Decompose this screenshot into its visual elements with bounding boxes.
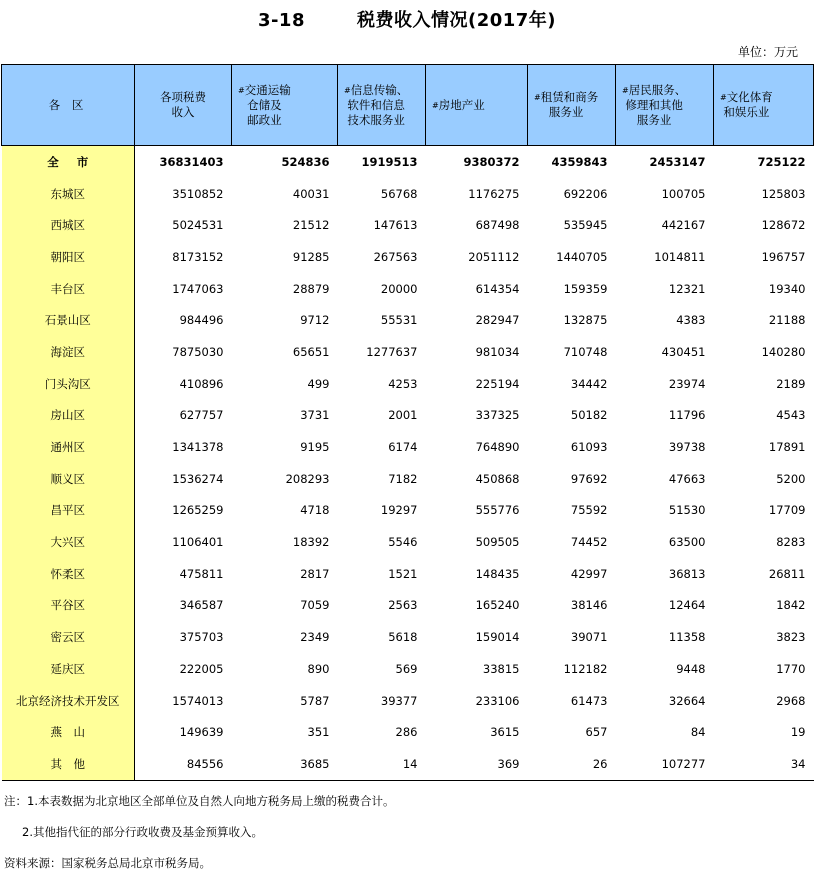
- value-cell: 7059: [300, 598, 330, 613]
- value-cell: 9380372: [463, 154, 520, 169]
- value-cell: 128672: [761, 218, 806, 233]
- category-header: #信息传输、 软件和信息 技术服务业: [338, 65, 426, 146]
- value-cell: 61093: [570, 440, 608, 455]
- value-cell: 764890: [475, 440, 520, 455]
- table-row: [2, 336, 814, 368]
- value-cell: 282947: [475, 313, 520, 328]
- table-row: [2, 463, 814, 495]
- region-name: 密云区: [2, 621, 135, 653]
- footnote-mark: #: [344, 85, 351, 95]
- value-cell: 208293: [285, 471, 330, 486]
- value-cell: 11358: [668, 630, 706, 645]
- value-cell: 4383: [676, 313, 706, 328]
- value-cell: 4543: [776, 408, 806, 423]
- value-cell: 890: [307, 661, 330, 676]
- value-cell: 9195: [300, 440, 330, 455]
- value-cell: 11796: [668, 408, 706, 423]
- value-cell: 107277: [616, 748, 714, 780]
- region-name: 门头沟区: [2, 368, 135, 400]
- value-cell: 4253: [388, 376, 418, 391]
- value-cell: 369: [426, 748, 528, 780]
- value-cell: 26: [528, 748, 616, 780]
- table-row: [2, 241, 814, 273]
- value-cell: 1770: [776, 661, 806, 676]
- summary-row: [2, 146, 814, 178]
- value-cell: 1265259: [172, 503, 224, 518]
- category-header: #租赁和商务 服务业: [528, 65, 616, 146]
- value-cell: 3615: [490, 725, 520, 740]
- value-cell: 42997: [570, 566, 608, 581]
- value-cell: 39071: [570, 630, 608, 645]
- value-cell: 2051112: [468, 249, 520, 264]
- value-cell: 1574013: [172, 693, 224, 708]
- value-cell: 148435: [475, 566, 520, 581]
- region-header: 各 区: [2, 65, 135, 146]
- value-cell: 21512: [292, 218, 330, 233]
- value-cell: 63500: [668, 535, 706, 550]
- value-cell: 337325: [475, 408, 520, 423]
- value-cell: 26811: [768, 566, 806, 581]
- value-cell: 74452: [570, 535, 608, 550]
- value-cell: 8283: [776, 535, 806, 550]
- value-cell: 39738: [668, 440, 706, 455]
- table-number: 3-18: [257, 10, 305, 31]
- value-cell: 34: [714, 748, 814, 780]
- value-cell: 499: [307, 376, 330, 391]
- value-cell: 14: [338, 748, 426, 780]
- value-cell: 97692: [570, 471, 608, 486]
- value-cell: 2817: [300, 566, 330, 581]
- value-cell: 75592: [570, 503, 608, 518]
- value-cell: 267563: [373, 249, 418, 264]
- value-cell: 442167: [661, 218, 706, 233]
- value-cell: 47663: [668, 471, 706, 486]
- value-cell: 12321: [668, 281, 706, 296]
- table-row: [2, 748, 814, 780]
- value-cell: 614354: [475, 281, 520, 296]
- value-cell: 410896: [179, 376, 224, 391]
- value-cell: 4718: [300, 503, 330, 518]
- value-cell: 555776: [475, 503, 520, 518]
- value-cell: 657: [585, 725, 608, 740]
- value-cell: 2968: [776, 693, 806, 708]
- table-row: [2, 368, 814, 400]
- region-name: 大兴区: [2, 526, 135, 558]
- value-cell: 1521: [388, 566, 418, 581]
- table-row: [2, 273, 814, 305]
- region-name: 延庆区: [2, 653, 135, 685]
- table-row: [2, 621, 814, 653]
- value-cell: 6174: [388, 440, 418, 455]
- table-row: [2, 400, 814, 432]
- value-cell: 2453147: [649, 154, 706, 169]
- region-name: 西城区: [2, 209, 135, 241]
- region-name: 昌平区: [2, 495, 135, 527]
- value-cell: 23974: [668, 376, 706, 391]
- value-cell: 2563: [388, 598, 418, 613]
- region-name: 顺义区: [2, 463, 135, 495]
- value-cell: 91285: [292, 249, 330, 264]
- value-cell: 20000: [380, 281, 418, 296]
- value-cell: 147613: [373, 218, 418, 233]
- value-cell: 346587: [179, 598, 224, 613]
- category-header: #居民服务、 修理和其他 服务业: [616, 65, 714, 146]
- region-name: 其 他: [2, 748, 135, 780]
- value-cell: 1106401: [172, 535, 224, 550]
- value-cell: 222005: [179, 661, 224, 676]
- value-cell: 125803: [761, 186, 806, 201]
- region-name: 海淀区: [2, 336, 135, 368]
- value-cell: 3685: [232, 748, 338, 780]
- table-row: [2, 304, 814, 336]
- value-cell: 50182: [570, 408, 608, 423]
- value-cell: 627757: [179, 408, 224, 423]
- value-cell: 17891: [768, 440, 806, 455]
- value-cell: 19: [790, 725, 806, 740]
- value-cell: 692206: [563, 186, 608, 201]
- value-cell: 1919513: [361, 154, 418, 169]
- table-row: [2, 685, 814, 717]
- value-cell: 2189: [776, 376, 806, 391]
- value-cell: 165240: [475, 598, 520, 613]
- footnote-1: 注：1.本表数据为北京地区全部单位及自然人向地方税务局上缴的税费合计。: [4, 794, 395, 808]
- table-row: [2, 178, 814, 210]
- total-header: 各项税费 收入: [135, 65, 232, 146]
- region-name: 通州区: [2, 431, 135, 463]
- region-name: 房山区: [2, 400, 135, 432]
- table-body: [2, 146, 814, 781]
- value-cell: 1536274: [172, 471, 224, 486]
- value-cell: 8173152: [172, 249, 224, 264]
- value-cell: 51530: [668, 503, 706, 518]
- value-cell: 7875030: [172, 344, 224, 359]
- value-cell: 351: [307, 725, 330, 740]
- table-row: [2, 558, 814, 590]
- value-cell: 65651: [292, 344, 330, 359]
- value-cell: 112182: [563, 661, 608, 676]
- value-cell: 475811: [179, 566, 224, 581]
- footnote-mark: #: [720, 93, 727, 102]
- value-cell: 5200: [776, 471, 806, 486]
- table-row: [2, 653, 814, 685]
- value-cell: 569: [395, 661, 418, 676]
- footnote-mark: #: [432, 100, 439, 110]
- value-cell: 12464: [668, 598, 706, 613]
- value-cell: 18392: [292, 535, 330, 550]
- value-cell: 687498: [475, 218, 520, 233]
- region-name: 朝阳区: [2, 241, 135, 273]
- value-cell: 984496: [179, 313, 224, 328]
- header-row: [2, 65, 814, 146]
- value-cell: 9712: [300, 313, 330, 328]
- value-cell: 159359: [563, 281, 608, 296]
- value-cell: 32664: [668, 693, 706, 708]
- table-row: [2, 526, 814, 558]
- value-cell: 38146: [570, 598, 608, 613]
- value-cell: 450868: [475, 471, 520, 486]
- region-name: 丰台区: [2, 273, 135, 305]
- value-cell: 5024531: [172, 218, 224, 233]
- value-cell: 1842: [776, 598, 806, 613]
- value-cell: 34442: [570, 376, 608, 391]
- value-cell: 2349: [300, 630, 330, 645]
- region-name: 北京经济技术开发区: [2, 685, 135, 717]
- table-title: [0, 6, 814, 32]
- value-cell: 21188: [768, 313, 806, 328]
- value-cell: 710748: [563, 344, 608, 359]
- value-cell: 1440705: [556, 249, 608, 264]
- value-cell: 9448: [676, 661, 706, 676]
- value-cell: 140280: [761, 344, 806, 359]
- value-cell: 5618: [388, 630, 418, 645]
- unit-label: 单位：万元: [737, 45, 798, 59]
- value-cell: 375703: [179, 630, 224, 645]
- value-cell: 1176275: [468, 186, 520, 201]
- value-cell: 28879: [292, 281, 330, 296]
- region-name: 石景山区: [2, 304, 135, 336]
- value-cell: 19297: [380, 503, 418, 518]
- value-cell: 100705: [661, 186, 706, 201]
- value-cell: 430451: [661, 344, 706, 359]
- value-cell: 56768: [380, 186, 418, 201]
- footnote-mark: #: [622, 85, 629, 95]
- category-header: #房地产业: [426, 65, 528, 146]
- value-cell: 196757: [761, 249, 806, 264]
- table-row: [2, 495, 814, 527]
- footnote-mark: #: [238, 85, 245, 95]
- value-cell: 159014: [475, 630, 520, 645]
- value-cell: 39377: [380, 693, 418, 708]
- value-cell: 36813: [668, 566, 706, 581]
- value-cell: 3510852: [172, 186, 224, 201]
- value-cell: 55531: [380, 313, 418, 328]
- value-cell: 1747063: [172, 281, 224, 296]
- footnote-mark: #: [534, 93, 541, 102]
- value-cell: 981034: [475, 344, 520, 359]
- value-cell: 509505: [475, 535, 520, 550]
- value-cell: 132875: [563, 313, 608, 328]
- region-name: 平谷区: [2, 590, 135, 622]
- category-header: #文化体育 和娱乐业: [714, 65, 814, 146]
- table-row: [2, 431, 814, 463]
- value-cell: 1341378: [172, 440, 224, 455]
- table-row: [2, 209, 814, 241]
- region-name: 东城区: [2, 178, 135, 210]
- value-cell: 149639: [179, 725, 224, 740]
- region-name: 怀柔区: [2, 558, 135, 590]
- value-cell: 286: [395, 725, 418, 740]
- value-cell: 225194: [475, 376, 520, 391]
- value-cell: 1014811: [654, 249, 706, 264]
- value-cell: 40031: [292, 186, 330, 201]
- footnote-2: 2.其他指代征的部分行政收费及基金预算收入。: [22, 825, 263, 839]
- tax-revenue-table: [1, 64, 814, 781]
- value-cell: 524836: [281, 154, 330, 169]
- source-note: 资料来源：国家税务总局北京市税务局。: [4, 856, 211, 870]
- category-header: #交通运输 仓储及 邮政业: [232, 65, 338, 146]
- value-cell: 535945: [563, 218, 608, 233]
- value-cell: 725122: [757, 154, 806, 169]
- value-cell: 84: [690, 725, 706, 740]
- value-cell: 84556: [135, 748, 232, 780]
- value-cell: 5787: [300, 693, 330, 708]
- value-cell: 7182: [388, 471, 418, 486]
- table-row: [2, 716, 814, 748]
- value-cell: 19340: [768, 281, 806, 296]
- value-cell: 33815: [482, 661, 520, 676]
- value-cell: 4359843: [551, 154, 608, 169]
- value-cell: 17709: [768, 503, 806, 518]
- value-cell: 36831403: [159, 154, 224, 169]
- table-title-text: 税费收入情况(2017年): [356, 10, 557, 31]
- region-name: 全市: [2, 146, 135, 178]
- value-cell: 233106: [475, 693, 520, 708]
- value-cell: 3823: [776, 630, 806, 645]
- region-name: 燕 山: [2, 716, 135, 748]
- value-cell: 61473: [570, 693, 608, 708]
- value-cell: 2001: [388, 408, 418, 423]
- value-cell: 3731: [300, 408, 330, 423]
- value-cell: 1277637: [366, 344, 418, 359]
- table-row: [2, 590, 814, 622]
- value-cell: 5546: [388, 535, 418, 550]
